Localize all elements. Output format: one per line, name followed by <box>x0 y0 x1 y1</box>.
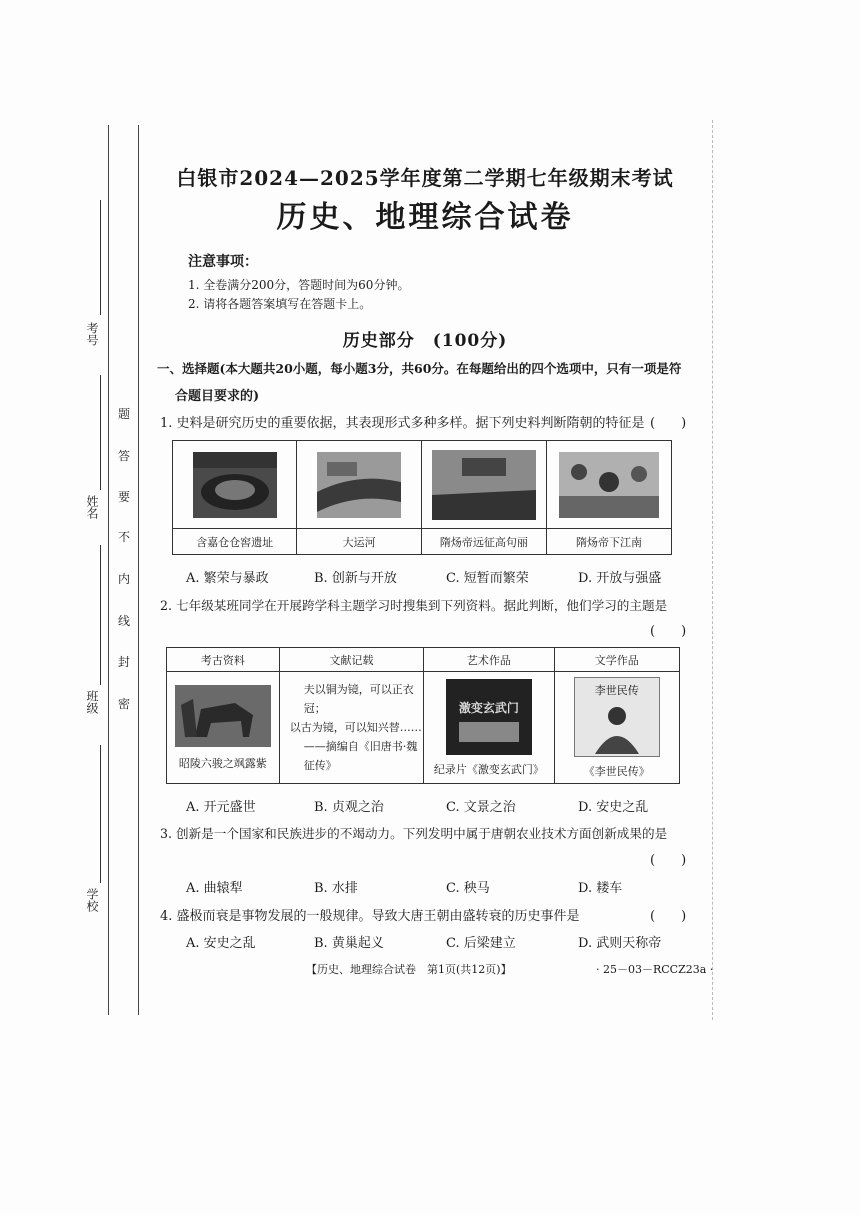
notice-title: 注意事项： <box>188 254 258 270</box>
question-4-answer-paren: ( ) <box>650 909 687 924</box>
seal-char: 线 <box>118 614 131 628</box>
caption-book: 《李世民传》 <box>583 764 650 778</box>
question-2-option-a[interactable]: A. 开元盛世 <box>186 800 256 815</box>
question-1-answer-paren: ( ) <box>650 416 687 431</box>
question-3-option-b[interactable]: B. 水排 <box>314 881 358 896</box>
question-4-option-a[interactable]: A. 安史之乱 <box>186 936 256 951</box>
question-2-material-table <box>166 647 680 784</box>
question-3-option-d[interactable]: D. 耧车 <box>578 881 623 896</box>
caption-saluzi: 昭陵六骏之飒露紫 <box>178 756 267 770</box>
notice-item: 2. 请将各题答案填写在答题卡上。 <box>188 297 372 311</box>
notice-item: 1. 全卷满分200分，答题时间为60分钟。 <box>188 278 410 292</box>
caption-goguryeo: 隋炀帝远征高句丽 <box>421 529 546 555</box>
seal-char: 要 <box>118 490 131 504</box>
caption-documentary: 纪录片《激变玄武门》 <box>433 762 544 776</box>
section-title: 历史部分 (100分) <box>342 331 508 351</box>
class-label: 班级 <box>85 690 99 714</box>
section-intro: 一、选择题(本大题共20小题，每小题3分，共60分。在每题给出的四个选项中，只有一项是符 <box>157 361 682 376</box>
jiangnan-tour-painting <box>559 452 659 518</box>
exam-number-blank <box>100 200 101 315</box>
grand-canal-photo <box>317 452 401 518</box>
question-2-option-d[interactable]: D. 安史之乱 <box>578 800 649 815</box>
documentary-poster <box>446 679 532 755</box>
question-2-answer-paren: ( ) <box>650 624 687 639</box>
name-blank <box>100 375 101 490</box>
school-blank <box>100 745 101 883</box>
goguryeo-campaign-painting <box>432 450 536 520</box>
seal-char: 内 <box>118 572 131 586</box>
doc-quote-line-1: 夫以铜为镜，可以正衣冠； <box>303 683 414 715</box>
header-art: 艺术作品 <box>424 648 554 672</box>
header-documents: 文献记载 <box>279 648 424 672</box>
doc-source-line-2: 征传》 <box>303 759 337 772</box>
seal-char: 封 <box>118 655 131 669</box>
granary-site-photo <box>193 452 277 518</box>
caption-grand-canal: 大运河 <box>297 529 421 555</box>
caption-granary: 含嘉仓仓窖遗址 <box>173 529 297 555</box>
seal-char: 密 <box>118 697 131 711</box>
question-3-option-c[interactable]: C. 秧马 <box>446 881 490 896</box>
binding-line-outer <box>108 125 109 1015</box>
class-blank <box>100 545 101 685</box>
seal-char: 答 <box>118 449 131 463</box>
question-4-option-b[interactable]: B. 黄巢起义 <box>314 936 384 951</box>
name-label: 姓名 <box>85 495 99 519</box>
question-1-option-b[interactable]: B. 创新与开放 <box>314 571 397 586</box>
header-archaeology: 考古资料 <box>167 648 280 672</box>
question-4-option-d[interactable]: D. 武则天称帝 <box>578 936 662 951</box>
question-1-option-d[interactable]: D. 开放与强盛 <box>578 571 662 586</box>
book-cover <box>574 677 660 757</box>
question-3-option-a[interactable]: A. 曲辕犁 <box>186 881 243 896</box>
question-2-option-b[interactable]: B. 贞观之治 <box>314 800 384 815</box>
binding-line-inner <box>138 125 139 1015</box>
saluzi-horse-relief <box>175 685 271 747</box>
poster-title: 激变玄武门 <box>458 700 519 715</box>
seal-char: 不 <box>118 530 131 544</box>
question-2-option-c[interactable]: C. 文景之治 <box>446 800 516 815</box>
question-1-option-c[interactable]: C. 短暂而繁荣 <box>446 571 529 586</box>
section-intro-cont: 合题目要求的) <box>175 389 260 404</box>
seal-char: 题 <box>118 407 131 421</box>
school-label: 学校 <box>85 888 99 912</box>
paper-code: · 25－03－RCCZ23a · <box>596 963 714 976</box>
exam-number-label: 考号 <box>85 322 99 346</box>
question-1-image-table <box>172 440 672 555</box>
book-cover-title: 李世民传 <box>594 683 639 697</box>
question-3-answer-paren: ( ) <box>650 853 687 868</box>
question-4-stem: 4. 盛极而衰是事物发展的一般规律。导致大唐王朝由盛转衰的历史事件是 <box>160 909 580 924</box>
doc-quote-line-2: 以古为镜，可以知兴替…… <box>289 721 422 734</box>
header-literature: 文学作品 <box>554 648 679 672</box>
question-1-stem: 1. 史料是研究历史的重要依据，其表现形式多种多样。据下列史料判断隋朝的特征是 <box>160 416 645 431</box>
right-margin-dashed-line <box>712 120 713 1020</box>
exam-title: 白银市2024—2025学年度第二学期七年级期末考试 <box>176 166 674 190</box>
page-footer: 【历史、地理综合试卷 第1页(共12页)】 <box>306 963 512 976</box>
caption-jiangnan: 隋炀帝下江南 <box>546 529 671 555</box>
question-2-stem: 2. 七年级某班同学在开展跨学科主题学习时搜集到下列资料。据此判断，他们学习的主题是 <box>160 598 668 613</box>
question-3-stem: 3. 创新是一个国家和民族进步的不竭动力。下列发明中属于唐朝农业技术方面创新成果的是 <box>160 826 668 841</box>
doc-source-line-1: ——摘编自《旧唐书·魏 <box>303 740 418 753</box>
question-1-option-a[interactable]: A. 繁荣与暴政 <box>186 571 269 586</box>
question-4-option-c[interactable]: C. 后梁建立 <box>446 936 516 951</box>
paper-title: 历史、地理综合试卷 <box>276 200 574 235</box>
